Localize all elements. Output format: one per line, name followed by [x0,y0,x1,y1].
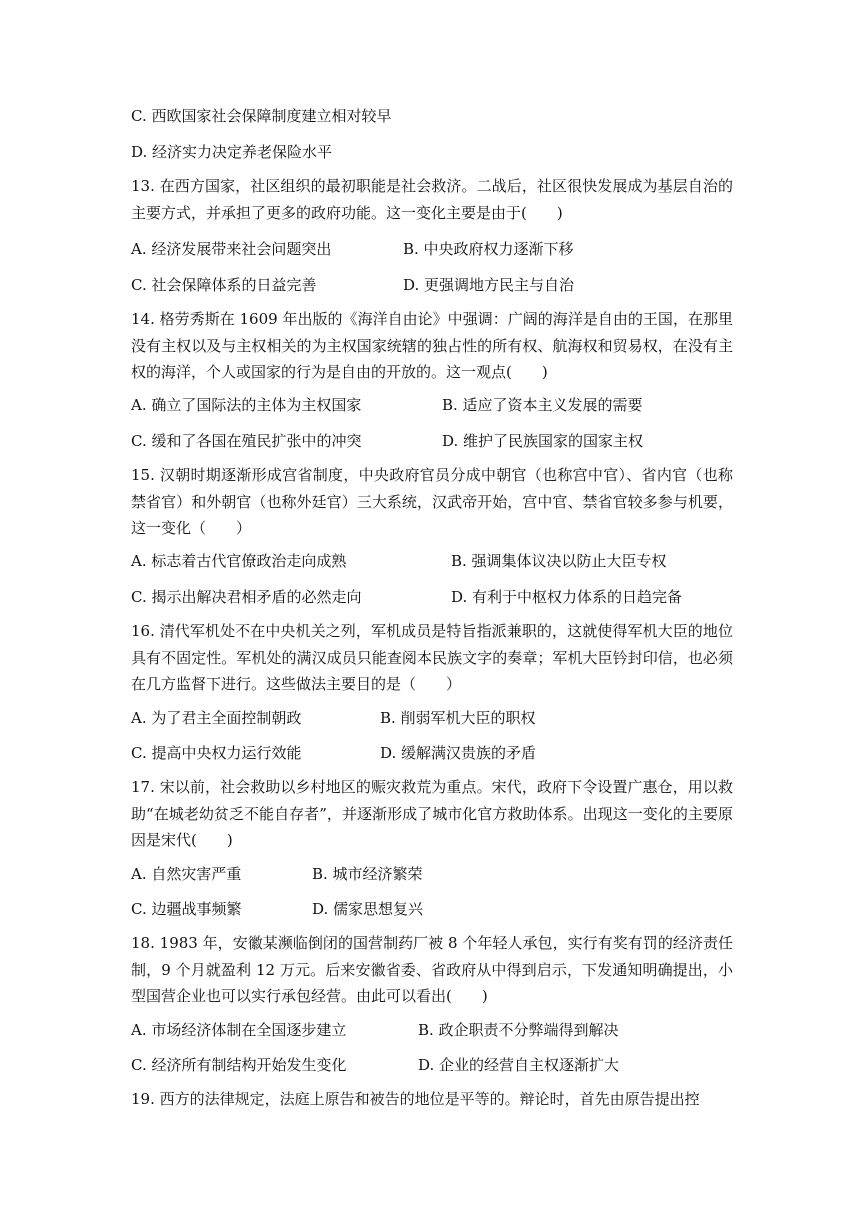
question-18-option-d: D. 企业的经营自主权逐渐扩大 [418,1056,620,1074]
question-16-option-d: D. 缓解满汉贵族的矛盾 [380,744,537,762]
option-d-prev: D. 经济实力决定养老保险水平 [131,143,333,161]
question-15-option-c: C. 揭示出解决君相矛盾的必然走向 [131,588,362,606]
question-18-option-c: C. 经济所有制结构开始发生变化 [131,1056,347,1074]
question-15-stem: 15. 汉朝时期逐渐形成宫省制度，中央政府官员分成中朝官（也称宫中官）、省内官（也称禁省官）和外朝官（也称外廷官）三大系统，汉武帝开始，宫中官、禁省官较多参与机要，这一变化（ ） [131,466,733,537]
question-14-stem: 14. 格劳秀斯在 1609 年出版的《海洋自由论》中强调：广阔的海洋是自由的王国，在那里没有主权以及与主权相关的为主权国家统辖的独占性的所有权、航海权和贸易权，在没有主权的海洋，个人或国家的行为是自由的开放的。这一观点( ) [131,310,733,381]
question-17-option-b: B. 城市经济繁荣 [312,865,423,883]
question-13-option-a: A. 经济发展带来社会问题突出 [131,240,332,258]
question-18-option-a: A. 市场经济体制在全国逐步建立 [131,1021,347,1039]
question-14-option-c: C. 缓和了各国在殖民扩张中的冲突 [131,432,362,450]
question-17-option-a: A. 自然灾害严重 [131,865,242,883]
question-15-option-b: B. 强调集体议决以防止大臣专权 [451,552,667,570]
question-16-option-c: C. 提高中央权力运行效能 [131,744,302,762]
question-18-stem: 18. 1983 年，安徽某濒临倒闭的国营制药厂被 8 个年轻人承包，实行有奖有罚的经济责任制，9 个月就盈利 12 万元。后来安徽省委、省政府从中得到启示，下发通知明确提出，小型国营企业也可以实行承包经营。由此可以看出( ) [131,934,733,1005]
question-13-stem: 13. 在西方国家，社区组织的最初职能是社会救济。二战后，社区很快发展成为基层自治的主要方式，并承担了更多的政府功能。这一变化主要是由于( ) [131,177,733,222]
question-16-option-a: A. 为了君主全面控制朝政 [131,709,302,727]
question-14-option-d: D. 维护了民族国家的国家主权 [442,432,644,450]
question-13-option-d: D. 更强调地方民主与自治 [403,276,575,294]
question-16-option-b: B. 削弱军机大臣的职权 [380,709,536,727]
question-13-option-b: B. 中央政府权力逐渐下移 [403,240,574,258]
question-17-stem: 17. 宋以前，社会救助以乡村地区的赈灾救荒为重点。宋代，政府下令设置广惠仓，用以救助“在城老幼贫乏不能自存者”，并逐渐形成了城市化官方救助体系。出现这一变化的主要原因是宋代( ) [131,778,733,849]
question-14-option-b: B. 适应了资本主义发展的需要 [442,396,643,414]
question-15-option-a: A. 标志着古代官僚政治走向成熟 [131,552,347,570]
question-16-stem: 16. 清代军机处不在中央机关之列，军机成员是特旨指派兼职的，这就使得军机大臣的地位具有不固定性。军机处的满汉成员只能查阅本民族文字的奏章；军机大臣钤封印信，也必须在几方监督下进行。这些做法主要目的是（ ） [131,622,733,693]
question-17-option-d: D. 儒家思想复兴 [312,900,424,918]
question-18-option-b: B. 政企职责不分弊端得到解决 [418,1021,619,1039]
question-17-option-c: C. 边疆战事频繁 [131,900,242,918]
question-19-stem: 19. 西方的法律规定，法庭上原告和被告的地位是平等的。辩论时，首先由原告提出控 [131,1090,700,1108]
question-14-option-a: A. 确立了国际法的主体为主权国家 [131,396,362,414]
question-13-option-c: C. 社会保障体系的日益完善 [131,276,317,294]
question-15-option-d: D. 有利于中枢权力体系的日趋完备 [451,588,683,606]
option-c-prev: C. 西欧国家社会保障制度建立相对较早 [131,107,392,125]
